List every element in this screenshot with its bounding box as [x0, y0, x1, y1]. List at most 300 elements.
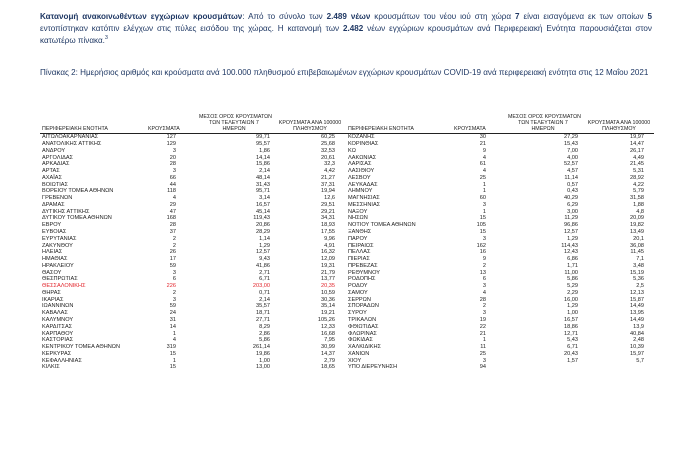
- cell-per100k: 13,49: [630, 229, 644, 236]
- right-header-region: ΠΕΡΙΦΕΡΕΙΑΚΗ ΕΝΟΤΗΤΑ: [348, 126, 414, 132]
- cell-avg7: 13,00: [256, 364, 270, 371]
- cell-region: ΝΑΞΟΥ: [348, 208, 368, 215]
- cell-region: ΚΟΖΑΝΗΣ: [348, 134, 375, 141]
- cell-region: ΛΕΥΚΑΔΑΣ: [348, 181, 378, 188]
- cell-region: ΧΑΛΚΙΔΙΚΗΣ: [348, 344, 382, 351]
- table-row: [346, 161, 654, 168]
- table-row: [40, 155, 346, 162]
- table-row: [40, 148, 346, 155]
- left-header-region: ΠΕΡΙΦΕΡΕΙΑΚΗ ΕΝΟΤΗΤΑ: [42, 126, 108, 132]
- cell-region: ΕΥΒΟΙΑΣ: [42, 229, 67, 236]
- cell-cases: 9: [482, 256, 486, 263]
- cell-region: ΠΕΛΛΑΣ: [348, 249, 371, 256]
- table-row: [40, 358, 346, 365]
- table-row: [40, 276, 346, 283]
- cell-cases: 1: [482, 188, 486, 195]
- table-row: [346, 276, 654, 283]
- table-row: [40, 263, 346, 270]
- cell-cases: 2: [482, 303, 486, 310]
- cell-per100k: 2,5: [636, 283, 644, 290]
- cell-cases: 1: [172, 330, 176, 337]
- cell-per100k: 2,79: [324, 357, 335, 364]
- cell-per100k: 32,53: [321, 147, 335, 154]
- cell-per100k: 29,21: [321, 208, 335, 215]
- intro-text-5: νέων εγχώριων κρουσμάτων ανά Περιφερειακή Ενότητα παρουσιάζεται στον κατωτέρω πίνακα.: [40, 24, 652, 46]
- table-row: [40, 134, 346, 141]
- cell-per100k: 10,39: [630, 344, 644, 351]
- table-row: [346, 351, 654, 358]
- right-header-avg-line1: ΜΕΣΟΣ ΟΡΟΣ ΚΡΟΥΣΜΑΤΩΝ: [508, 113, 581, 120]
- cell-per100k: 5,36: [633, 276, 644, 283]
- cell-per100k: 20,61: [321, 154, 335, 161]
- cell-avg7: 8,29: [259, 323, 270, 330]
- cell-region: ΗΛΕΙΑΣ: [42, 249, 63, 256]
- cell-per100k: 30,36: [321, 296, 335, 303]
- table-row: [346, 317, 654, 324]
- cell-region: ΑΡΚΑΔΙΑΣ: [42, 161, 70, 168]
- table-row: [40, 202, 346, 209]
- cell-per100k: 18,65: [321, 364, 335, 371]
- cell-region: ΘΗΡΑΣ: [42, 289, 61, 296]
- cell-per100k: 17,55: [321, 229, 335, 236]
- cell-avg7: 95,71: [256, 188, 270, 195]
- table-row: [346, 310, 654, 317]
- cell-region: ΓΡΕΒΕΝΩΝ: [42, 195, 73, 202]
- cell-cases: 11: [480, 344, 486, 351]
- cell-region: ΑΝΑΤΟΛΙΚΗΣ ΑΤΤΙΚΗΣ: [42, 141, 102, 148]
- table-row: [40, 331, 346, 338]
- cell-avg7: 261,14: [252, 344, 270, 351]
- cell-cases: 25: [479, 350, 486, 357]
- cell-per100k: 14,49: [630, 303, 644, 310]
- table-row: [40, 188, 346, 195]
- left-header-avg-line3: ΗΜΕΡΩΝ: [222, 126, 246, 132]
- table-row: [40, 297, 346, 304]
- cell-region: ΗΡΑΚΛΕΙΟΥ: [42, 262, 74, 269]
- cell-cases: 15: [169, 350, 176, 357]
- intro-text-2: κρουσμάτων του νέου ιού στη χώρα: [370, 12, 516, 21]
- table-row: [40, 344, 346, 351]
- cell-cases: 24: [169, 310, 176, 317]
- cell-cases: 61: [479, 161, 486, 168]
- cell-avg7: 119,43: [253, 215, 270, 222]
- cell-avg7: 1,00: [259, 357, 270, 364]
- table-row: [346, 188, 654, 195]
- cell-region: ΞΑΝΘΗΣ: [348, 229, 372, 236]
- cell-cases: 60: [479, 195, 486, 202]
- cell-region: ΝΗΣΩΝ: [348, 215, 368, 222]
- cell-avg7: 19,86: [256, 350, 270, 357]
- cell-cases: 9: [482, 147, 486, 154]
- cell-per100k: 36,08: [630, 242, 644, 249]
- cell-avg7: 1,14: [259, 235, 270, 242]
- cell-avg7: 12,71: [564, 330, 578, 337]
- cell-region: ΤΡΙΚΑΛΩΝ: [348, 316, 377, 323]
- cell-avg7: 45,14: [256, 208, 270, 215]
- right-header-per100k: [585, 120, 653, 132]
- table-row: [346, 303, 654, 310]
- cell-region: ΚΑΒΑΛΑΣ: [42, 310, 68, 317]
- cell-cases: 168: [166, 215, 176, 222]
- cell-cases: 59: [169, 303, 176, 310]
- cell-region: ΠΡΕΒΕΖΑΣ: [348, 262, 378, 269]
- cell-avg7: 18,86: [564, 323, 578, 330]
- cell-per100k: 19,94: [321, 188, 335, 195]
- table-row: [346, 283, 654, 290]
- cell-region: ΚΑΡΔΙΤΣΑΣ: [42, 323, 73, 330]
- cell-cases: 59: [169, 262, 176, 269]
- cell-per100k: 14,47: [630, 141, 644, 148]
- cell-per100k: 10,59: [321, 289, 335, 296]
- cell-per100k: 7,95: [324, 337, 335, 344]
- cell-avg7: 1,00: [567, 310, 578, 317]
- cell-per100k: 1,88: [633, 201, 644, 208]
- cell-avg7: 5,86: [259, 337, 270, 344]
- table-row: [346, 364, 654, 371]
- cell-cases: 4: [482, 154, 486, 161]
- cell-region: ΑΧΑΪΑΣ: [42, 174, 62, 181]
- cell-cases: 28: [169, 222, 176, 229]
- cell-cases: 6: [172, 276, 176, 283]
- cell-region: ΡΟΔΟΥ: [348, 283, 368, 290]
- cell-region: ΚΑΛΥΜΝΟΥ: [42, 316, 74, 323]
- cell-cases: 127: [166, 134, 176, 141]
- cell-cases: 2: [172, 289, 176, 296]
- table-row: [40, 256, 346, 263]
- cell-region: ΖΑΚΥΝΘΟΥ: [42, 242, 73, 249]
- cell-per100k: 32,3: [324, 161, 335, 168]
- cell-cases: 3: [482, 201, 486, 208]
- cell-per100k: 15,19: [630, 269, 644, 276]
- table-row: [346, 324, 654, 331]
- cell-per100k: 15,87: [630, 296, 644, 303]
- cell-per100k: 12,09: [321, 256, 335, 263]
- cell-region: ΦΘΙΩΤΙΔΑΣ: [348, 323, 379, 330]
- cell-per100k: 13,77: [321, 276, 335, 283]
- table-row: [346, 195, 654, 202]
- cell-avg7: 11,14: [564, 174, 578, 181]
- cell-avg7: 27,29: [564, 134, 578, 141]
- table-row: [40, 175, 346, 182]
- cell-region: ΑΡΓΟΛΙΔΑΣ: [42, 154, 74, 161]
- table-row: [40, 236, 346, 243]
- cell-avg7: 7,00: [567, 147, 578, 154]
- table-row: [346, 243, 654, 250]
- cell-cases: 118: [167, 188, 176, 195]
- cell-region: ΦΛΩΡΙΝΑΣ: [348, 330, 377, 337]
- cell-avg7: 20,43: [564, 350, 578, 357]
- cell-avg7: 2,71: [259, 269, 270, 276]
- cell-region: ΚΑΣΤΟΡΙΑΣ: [42, 337, 74, 344]
- cell-cases: 21: [479, 141, 486, 148]
- cell-per100k: 4,22: [633, 181, 644, 188]
- table-row: [40, 182, 346, 189]
- cell-cases: 26: [169, 249, 176, 256]
- cell-avg7: 1,29: [567, 303, 578, 310]
- cell-cases: 14: [169, 323, 176, 330]
- table-row: [346, 236, 654, 243]
- cell-per100k: 29,51: [321, 201, 335, 208]
- cell-avg7: 11,00: [564, 269, 578, 276]
- cell-region: ΠΕΙΡΑΙΩΣ: [348, 242, 374, 249]
- cell-cases: 2: [172, 235, 176, 242]
- table-row: [40, 317, 346, 324]
- cell-cases: 3: [172, 296, 176, 303]
- cell-region: ΣΥΡΟΥ: [348, 310, 367, 317]
- cell-region: ΜΕΣΣΗΝΙΑΣ: [348, 201, 381, 208]
- cell-region: ΔΡΑΜΑΣ: [42, 201, 65, 208]
- cell-cases: 105: [476, 222, 486, 229]
- cell-region: ΛΑΚΩΝΙΑΣ: [348, 154, 377, 161]
- cell-region: ΚΕΡΚΥΡΑΣ: [42, 350, 72, 357]
- cell-per100k: 11,45: [630, 249, 644, 256]
- cell-per100k: 13,9: [633, 323, 644, 330]
- cell-region: ΣΠΟΡΑΔΩΝ: [348, 303, 379, 310]
- cell-cases: 3: [172, 168, 176, 175]
- table-row: [40, 283, 346, 290]
- cell-avg7: 14,14: [256, 154, 270, 161]
- cell-per100k: 35,14: [321, 303, 335, 310]
- intro-text-3: είναι εισαγόμενα εκ των οποίων: [519, 12, 648, 21]
- cell-per100k: 7,1: [636, 256, 644, 263]
- cell-avg7: 5,86: [567, 276, 578, 283]
- cell-region: ΡΟΔΟΠΗΣ: [348, 276, 376, 283]
- cell-avg7: 16,00: [564, 296, 578, 303]
- cell-per100k: 31,58: [630, 195, 644, 202]
- cell-per100k: 19,31: [321, 262, 335, 269]
- cell-cases: 19: [479, 316, 486, 323]
- right-header-avg-line2: ΤΩΝ ΤΕΛΕΥΤΑΙΩΝ 7: [518, 119, 568, 126]
- left-header-avg-line2: ΤΩΝ ΤΕΛΕΥΤΑΙΩΝ 7: [209, 119, 259, 126]
- cell-per100k: 5,79: [633, 188, 644, 195]
- intro-text-4: εντοπίστηκαν κατόπιν ελέγχων στις πύλες εισόδου της χώρας. Η κατανομή των: [40, 24, 343, 34]
- table-row: [346, 263, 654, 270]
- table-row: [346, 202, 654, 209]
- cell-avg7: 2,14: [259, 296, 270, 303]
- table-row: [40, 310, 346, 317]
- table-row: [40, 215, 346, 222]
- cell-per100k: 20,35: [321, 283, 335, 290]
- cell-per100k: 40,84: [630, 330, 644, 337]
- cell-per100k: 25,68: [321, 141, 335, 148]
- cell-cases: 30: [479, 134, 486, 141]
- cell-region: ΧΙΟΥ: [348, 357, 362, 364]
- table-row: [40, 364, 346, 371]
- table-row: [346, 249, 654, 256]
- table-row: [40, 249, 346, 256]
- cell-region: ΑΙΤΩΛΟΑΚΑΡΝΑΝΙΑΣ: [42, 134, 99, 141]
- left-header-per100k-line1: ΚΡΟΥΣΜΑΤΑ ΑΝΑ 100000: [278, 119, 342, 126]
- cell-avg7: 114,43: [561, 242, 578, 249]
- cell-avg7: 40,29: [564, 195, 578, 202]
- cell-cases: 4: [482, 168, 486, 175]
- cell-per100k: 60,25: [321, 134, 335, 141]
- cell-per100k: 12,13: [630, 289, 644, 296]
- table-row: [346, 141, 654, 148]
- cell-cases: 2: [482, 262, 486, 269]
- cell-region: ΘΑΣΟΥ: [42, 269, 62, 276]
- cell-cases: 319: [166, 344, 176, 351]
- cell-per100k: 12,6: [324, 195, 335, 202]
- cell-per100k: 21,79: [321, 269, 335, 276]
- cell-per100k: 14,37: [321, 350, 335, 357]
- cell-region: ΕΥΡΥΤΑΝΙΑΣ: [42, 235, 77, 242]
- cell-cases: 17: [169, 256, 176, 263]
- cell-region: ΔΥΤΙΚΗΣ ΑΤΤΙΚΗΣ: [42, 208, 90, 215]
- cell-per100k: 2,48: [633, 337, 644, 344]
- table-row: [40, 303, 346, 310]
- table-row: [346, 256, 654, 263]
- cell-avg7: 12,57: [564, 229, 578, 236]
- cell-cases: 226: [166, 283, 176, 290]
- table-row: [40, 229, 346, 236]
- cell-cases: 4: [172, 195, 176, 202]
- cell-avg7: 5,43: [567, 337, 578, 344]
- cell-per100k: 34,31: [321, 215, 335, 222]
- cell-cases: 3: [482, 357, 486, 364]
- cell-cases: 31: [169, 316, 176, 323]
- right-header-per100k-line1: ΚΡΟΥΣΜΑΤΑ ΑΝΑ 100000: [587, 119, 651, 126]
- intro-imported: 7: [515, 12, 520, 21]
- table-row: [40, 209, 346, 216]
- cell-region: ΚΟΡΙΝΘΙΑΣ: [348, 141, 379, 148]
- cell-per100k: 18,93: [321, 222, 335, 229]
- cell-avg7: 16,57: [564, 316, 578, 323]
- cell-cases: 20: [169, 154, 176, 161]
- cell-region: ΒΟΙΩΤΙΑΣ: [42, 181, 68, 188]
- cell-avg7: 5,29: [567, 283, 578, 290]
- cell-region: ΣΑΜΟΥ: [348, 289, 368, 296]
- cell-avg7: 2,86: [259, 330, 270, 337]
- table-row: [346, 229, 654, 236]
- cell-avg7: 9,43: [259, 256, 270, 263]
- cell-avg7: 52,57: [564, 161, 578, 168]
- cell-cases: 28: [479, 296, 486, 303]
- cell-per100k: 21,27: [321, 174, 335, 181]
- cell-cases: 28: [169, 161, 176, 168]
- cell-avg7: 203,00: [252, 283, 270, 290]
- cell-region: ΑΝΔΡΟΥ: [42, 147, 66, 154]
- cell-avg7: 6,71: [259, 276, 270, 283]
- cell-region: ΛΕΣΒΟΥ: [348, 174, 371, 181]
- table-row: [346, 344, 654, 351]
- right-header-cases: ΚΡΟΥΣΜΑΤΑ: [454, 126, 486, 132]
- cell-avg7: 15,43: [564, 141, 578, 148]
- left-header-avg: [199, 113, 272, 133]
- cell-region: ΣΕΡΡΩΝ: [348, 296, 371, 303]
- cell-avg7: 4,57: [567, 168, 578, 175]
- cell-avg7: 11,29: [564, 215, 578, 222]
- intro-new-cases: 2.489 νέων: [326, 12, 371, 21]
- cell-cases: 15: [479, 215, 486, 222]
- cell-per100k: 19,82: [630, 222, 644, 229]
- cell-avg7: 12,43: [564, 249, 578, 256]
- table-row: [40, 141, 346, 148]
- intro-domestic: 2.482: [342, 24, 364, 34]
- cell-avg7: 1,71: [567, 262, 578, 269]
- cell-avg7: 95,57: [256, 141, 270, 148]
- cell-region: ΑΡΤΑΣ: [42, 168, 60, 175]
- cell-per100k: 13,95: [630, 310, 644, 317]
- left-header-per100k-line2: ΠΛΗΘΥΣΜΟΥ: [293, 126, 327, 132]
- cell-per100k: 16,68: [321, 330, 335, 337]
- cell-cases: 94: [479, 364, 486, 371]
- cell-avg7: 35,57: [256, 303, 270, 310]
- cell-region: ΧΑΝΙΩΝ: [348, 350, 370, 357]
- cell-region: ΚΕΝΤΡΙΚΟΥ ΤΟΜΕΑ ΑΘΗΝΩΝ: [42, 344, 121, 351]
- cell-per100k: 20,1: [633, 235, 644, 242]
- cell-cases: 21: [479, 330, 486, 337]
- cell-cases: 3: [172, 147, 176, 154]
- cell-region: ΘΕΣΠΡΩΤΙΑΣ: [42, 276, 78, 283]
- table-row: [40, 243, 346, 250]
- intro-paragraph: [40, 11, 652, 48]
- cell-region: ΝΟΤΙΟΥ ΤΟΜΕΑ ΑΘΗΝΩΝ: [348, 222, 416, 229]
- left-header-avg-line1: ΜΕΣΟΣ ΟΡΟΣ ΚΡΟΥΣΜΑΤΩΝ: [199, 113, 272, 120]
- cell-region: ΡΕΘΥΜΝΟΥ: [348, 269, 380, 276]
- cell-region: ΚΙΛΚΙΣ: [42, 364, 60, 371]
- table-row: [40, 324, 346, 331]
- table-row: [346, 331, 654, 338]
- left-table: [40, 134, 346, 371]
- cell-cases: 22: [479, 323, 486, 330]
- cell-cases: 1: [172, 357, 176, 364]
- cell-per100k: 12,33: [321, 323, 335, 330]
- table-caption: Πίνακας 2: Ημερήσιος αριθμός και κρούσματα ανά 100.000 πληθυσμού επιβεβαιωμένων εγχώριων κρουσμάτων COVID-19 ανά περιφερειακή ενότητα στις 12 Μαΐου 2021: [40, 68, 649, 77]
- cell-avg7: 0,43: [567, 188, 578, 195]
- cell-avg7: 41,86: [256, 262, 270, 269]
- cell-avg7: 3,00: [567, 208, 578, 215]
- cell-cases: 44: [169, 181, 176, 188]
- cell-per100k: 4,49: [633, 154, 644, 161]
- cell-avg7: 1,29: [259, 242, 270, 249]
- cell-per100k: 4,8: [636, 208, 644, 215]
- left-header-per100k: [276, 120, 344, 132]
- cell-region: ΘΕΣΣΑΛΟΝΙΚΗΣ: [42, 283, 86, 290]
- cell-cases: 25: [479, 174, 486, 181]
- cell-region: ΗΜΑΘΙΑΣ: [42, 256, 68, 263]
- cell-region: ΜΑΓΝΗΣΙΑΣ: [348, 195, 380, 202]
- cell-per100k: 28,92: [630, 174, 644, 181]
- cell-cases: 37: [169, 229, 176, 236]
- cell-avg7: 12,57: [256, 249, 270, 256]
- table-row: [346, 175, 654, 182]
- table-row: [40, 290, 346, 297]
- cell-avg7: 18,71: [256, 310, 270, 317]
- right-header-avg: [508, 113, 581, 133]
- cell-region: ΦΩΚΙΔΑΣ: [348, 337, 373, 344]
- cell-per100k: 19,21: [321, 310, 335, 317]
- cell-avg7: 1,86: [259, 147, 270, 154]
- cell-per100k: 105,26: [317, 316, 335, 323]
- cell-region: ΕΒΡΟΥ: [42, 222, 62, 229]
- table-row: [40, 351, 346, 358]
- intro-gates: 5: [647, 12, 652, 21]
- cell-cases: 4: [172, 337, 176, 344]
- cell-cases: 13: [479, 269, 486, 276]
- table-row: [40, 195, 346, 202]
- cell-region: ΔΥΤΙΚΟΥ ΤΟΜΕΑ ΑΘΗΝΩΝ: [42, 215, 112, 222]
- cell-region: ΥΠΟ ΔΙΕΡΕΥΝΗΣΗ: [348, 364, 398, 371]
- cell-cases: 1: [482, 208, 486, 215]
- cell-avg7: 15,86: [256, 161, 270, 168]
- intro-text-1: : Από το σύνολο των: [242, 12, 327, 21]
- right-header-per100k-line2: ΠΛΗΘΥΣΜΟΥ: [602, 126, 636, 132]
- cell-per100k: 9,96: [324, 235, 335, 242]
- cell-region: ΚΩ: [348, 147, 356, 154]
- cell-region: ΙΩΑΝΝΙΝΩΝ: [42, 303, 74, 310]
- cell-region: ΠΙΕΡΙΑΣ: [348, 256, 370, 263]
